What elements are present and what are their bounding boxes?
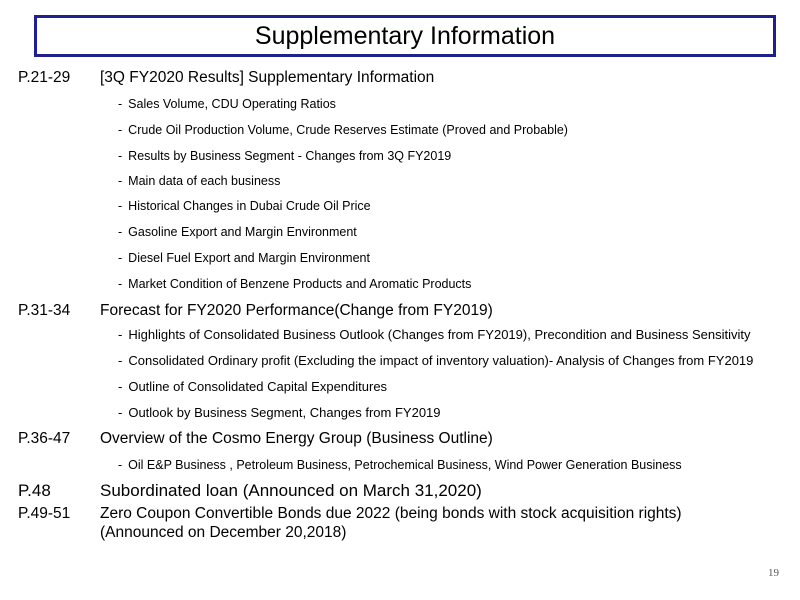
section-heading-line2: (Announced on December 20,2018) [100,524,347,541]
list-item: - Consolidated Ordinary profit (Excluding the impact of inventory valuation)- Analysis of Changes from FY2019 [118,353,754,368]
list-item: - Sales Volume, CDU Operating Ratios [118,97,336,111]
section-heading: Zero Coupon Convertible Bonds due 2022 (being bonds with stock acquisition rights) [100,505,682,522]
list-item: - Outlook by Business Segment, Changes from FY2019 [118,405,441,420]
bullet-dash: - [118,458,123,472]
section-pages: P.48 [18,481,51,500]
section-pages: P.49-51 [18,505,71,522]
section-pages: P.31-34 [18,302,71,319]
section-pages: P.36-47 [18,430,71,447]
list-item: - Historical Changes in Dubai Crude Oil Price [118,199,371,213]
bullet-dash: - [118,123,123,137]
section-heading: Forecast for FY2020 Performance(Change from FY2019) [100,302,493,319]
bullet-dash: - [118,174,123,188]
title-box [34,15,776,57]
list-item: - Oil E&P Business , Petroleum Business, Petrochemical Business, Wind Power Generation Business [118,458,682,472]
list-item: - Diesel Fuel Export and Margin Environment [118,251,370,265]
list-item: - Outline of Consolidated Capital Expenditures [118,379,388,394]
bullet-dash: - [118,277,123,291]
list-item: - Market Condition of Benzene Products and Aromatic Products [118,277,472,291]
list-item: - Gasoline Export and Margin Environment [118,225,357,239]
bullet-dash: - [118,97,123,111]
bullet-dash: - [118,353,123,368]
list-item: - Main data of each business [118,174,281,188]
bullet-dash: - [118,225,123,239]
bullet-dash: - [118,199,123,213]
bullet-dash: - [118,251,123,265]
section-heading: [3Q FY2020 Results] Supplementary Information [100,69,435,86]
section-heading: Overview of the Cosmo Energy Group (Business Outline) [100,430,493,447]
page-title: Supplementary Information [254,22,556,50]
page-number: 19 [768,567,779,579]
bullet-dash: - [118,379,123,394]
list-item: - Crude Oil Production Volume, Crude Reserves Estimate (Proved and Probable) [118,123,568,137]
list-item: - Results by Business Segment - Changes from 3Q FY2019 [118,149,452,163]
list-item: - Highlights of Consolidated Business Outlook (Changes from FY2019), Precondition and Business Sensitivity [118,327,751,342]
section-pages: P.21-29 [18,69,71,86]
section-heading: Subordinated loan (Announced on March 31,2020) [100,481,482,500]
bullet-dash: - [118,327,123,342]
bullet-dash: - [118,149,123,163]
bullet-dash: - [118,405,123,420]
